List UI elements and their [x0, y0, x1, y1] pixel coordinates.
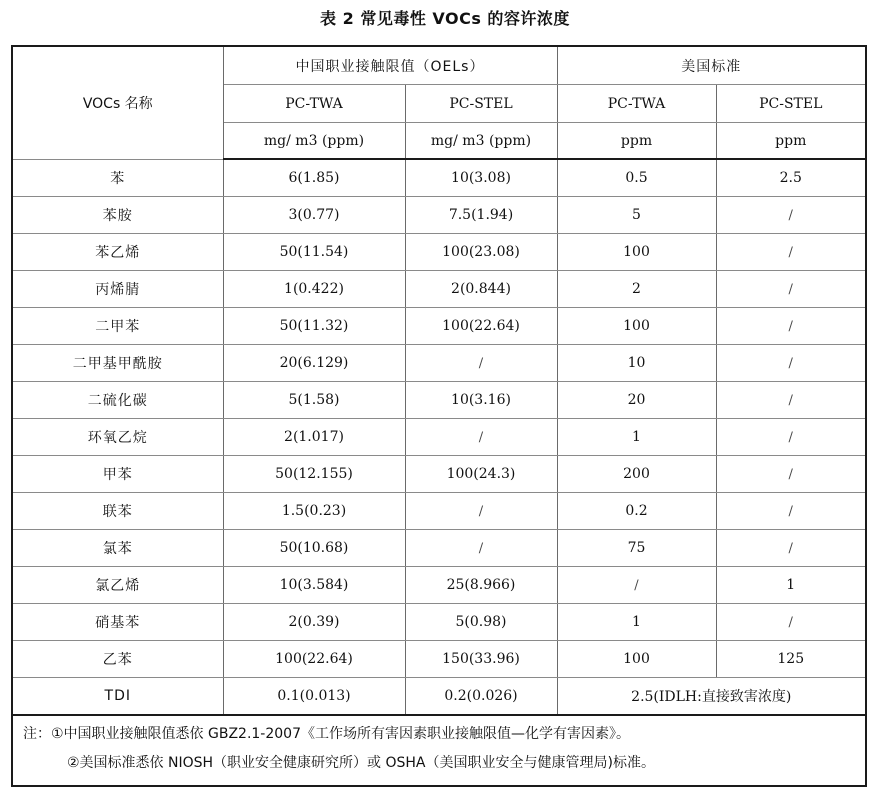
cn-twa-cell: 6(1.85)	[223, 159, 405, 197]
table-row	[13, 567, 865, 604]
cn-twa-cell: 1.5(0.23)	[223, 493, 405, 530]
us-stel-cell: 2.5	[716, 159, 865, 197]
voc-name-cell: 二甲苯	[13, 308, 223, 345]
us-stel-cell: /	[716, 345, 865, 382]
cn-stel-cell: 5(0.98)	[405, 604, 557, 641]
us-pc-stel-header: PC-STEL	[716, 85, 865, 123]
table-row	[13, 530, 865, 567]
table-row	[13, 419, 865, 456]
us-twa-cell: 2	[557, 271, 716, 308]
cn-pc-twa-header: PC-TWA	[223, 85, 405, 123]
us-twa-cell: 100	[557, 234, 716, 271]
table-row	[13, 271, 865, 308]
cn-twa-cell: 5(1.58)	[223, 382, 405, 419]
us-pc-twa-header: PC-TWA	[557, 85, 716, 123]
voc-table-frame	[11, 45, 867, 787]
us-stel-cell: /	[716, 419, 865, 456]
cn-stel-cell: 2(0.844)	[405, 271, 557, 308]
us-twa-cell: 20	[557, 382, 716, 419]
table-row	[13, 604, 865, 641]
cn-twa-cell: 50(12.155)	[223, 456, 405, 493]
table-row	[13, 345, 865, 382]
cn-twa-cell: 100(22.64)	[223, 641, 405, 678]
cn-twa-cell: 50(11.32)	[223, 308, 405, 345]
us-twa-cell: 100	[557, 641, 716, 678]
us-stel-unit: ppm	[716, 123, 865, 160]
us-stel-cell: /	[716, 234, 865, 271]
table-row-tdi	[13, 678, 865, 716]
table-caption: 表 2 常见毒性 VOCs 的容许浓度	[320, 9, 570, 28]
us-twa-cell: 10	[557, 345, 716, 382]
us-stel-cell: /	[716, 382, 865, 419]
voc-name-cell: 甲苯	[13, 456, 223, 493]
table-row	[13, 382, 865, 419]
voc-name-cell: 氯苯	[13, 530, 223, 567]
voc-name-cell: 联苯	[13, 493, 223, 530]
cn-stel-cell: /	[405, 530, 557, 567]
us-twa-cell: 0.5	[557, 159, 716, 197]
cn-twa-cell: 2(0.39)	[223, 604, 405, 641]
cn-stel-cell: 100(23.08)	[405, 234, 557, 271]
us-twa-unit: ppm	[557, 123, 716, 160]
voc-name-cell: 丙烯腈	[13, 271, 223, 308]
cn-stel-cell: 10(3.16)	[405, 382, 557, 419]
cn-twa-cell: 0.1(0.013)	[223, 678, 405, 716]
cn-twa-cell: 1(0.422)	[223, 271, 405, 308]
voc-name-cell: 二甲基甲酰胺	[13, 345, 223, 382]
us-stel-cell: 125	[716, 641, 865, 678]
us-stel-cell: /	[716, 456, 865, 493]
cn-twa-cell: 50(10.68)	[223, 530, 405, 567]
voc-name-cell: 氯乙烯	[13, 567, 223, 604]
us-twa-cell: 0.2	[557, 493, 716, 530]
cn-stel-cell: /	[405, 419, 557, 456]
cn-stel-cell: 0.2(0.026)	[405, 678, 557, 716]
voc-name-cell: 乙苯	[13, 641, 223, 678]
table-row	[13, 234, 865, 271]
us-twa-cell: 1	[557, 419, 716, 456]
cn-stel-cell: 100(22.64)	[405, 308, 557, 345]
us-stel-cell: /	[716, 197, 865, 234]
table-row	[13, 308, 865, 345]
us-twa-cell: /	[557, 567, 716, 604]
voc-name-cell: 苯胺	[13, 197, 223, 234]
table-row	[13, 159, 865, 197]
cn-stel-cell: 10(3.08)	[405, 159, 557, 197]
us-twa-cell: 1	[557, 604, 716, 641]
us-stel-cell: 1	[716, 567, 865, 604]
table-row	[13, 641, 865, 678]
table-row	[13, 197, 865, 234]
us-stel-cell: /	[716, 604, 865, 641]
us-merged-cell: 2.5(IDLH:直接致害浓度)	[557, 678, 865, 716]
note-line-2: ②美国标准悉依 NIOSH（职业安全健康研究所）或 OSHA（美国职业安全与健康管理局)标准。	[67, 755, 655, 771]
china-oel-group-header: 中国职业接触限值（OELs）	[223, 47, 557, 85]
table-row	[13, 456, 865, 493]
cn-stel-cell: 100(24.3)	[405, 456, 557, 493]
us-stel-cell: /	[716, 530, 865, 567]
voc-name-cell: 苯	[13, 159, 223, 197]
us-stel-cell: /	[716, 271, 865, 308]
cn-twa-cell: 3(0.77)	[223, 197, 405, 234]
cn-stel-cell: 7.5(1.94)	[405, 197, 557, 234]
voc-name-header: VOCs 名称	[13, 47, 223, 159]
table-row	[13, 493, 865, 530]
cn-twa-cell: 20(6.129)	[223, 345, 405, 382]
us-twa-cell: 5	[557, 197, 716, 234]
note-line-1: 注：①中国职业接触限值悉依 GBZ2.1-2007《工作场所有害因素职业接触限值—化学有害因素》。	[23, 726, 630, 742]
cn-stel-unit: mg/ m3 (ppm)	[405, 123, 557, 160]
cn-stel-cell: /	[405, 345, 557, 382]
cn-pc-stel-header: PC-STEL	[405, 85, 557, 123]
cn-stel-cell: 25(8.966)	[405, 567, 557, 604]
us-stel-cell: /	[716, 308, 865, 345]
cn-twa-cell: 10(3.584)	[223, 567, 405, 604]
us-standard-group-header: 美国标准	[557, 47, 865, 85]
voc-name-cell: 二硫化碳	[13, 382, 223, 419]
voc-name-cell: 苯乙烯	[13, 234, 223, 271]
cn-stel-cell: /	[405, 493, 557, 530]
table-notes	[13, 716, 865, 778]
us-stel-cell: /	[716, 493, 865, 530]
voc-name-cell: TDI	[13, 678, 223, 716]
cn-twa-unit: mg/ m3 (ppm)	[223, 123, 405, 160]
voc-table	[13, 47, 865, 716]
us-twa-cell: 75	[557, 530, 716, 567]
cn-stel-cell: 150(33.96)	[405, 641, 557, 678]
cn-twa-cell: 2(1.017)	[223, 419, 405, 456]
voc-name-cell: 硝基苯	[13, 604, 223, 641]
cn-twa-cell: 50(11.54)	[223, 234, 405, 271]
us-twa-cell: 100	[557, 308, 716, 345]
us-twa-cell: 200	[557, 456, 716, 493]
voc-name-cell: 环氧乙烷	[13, 419, 223, 456]
